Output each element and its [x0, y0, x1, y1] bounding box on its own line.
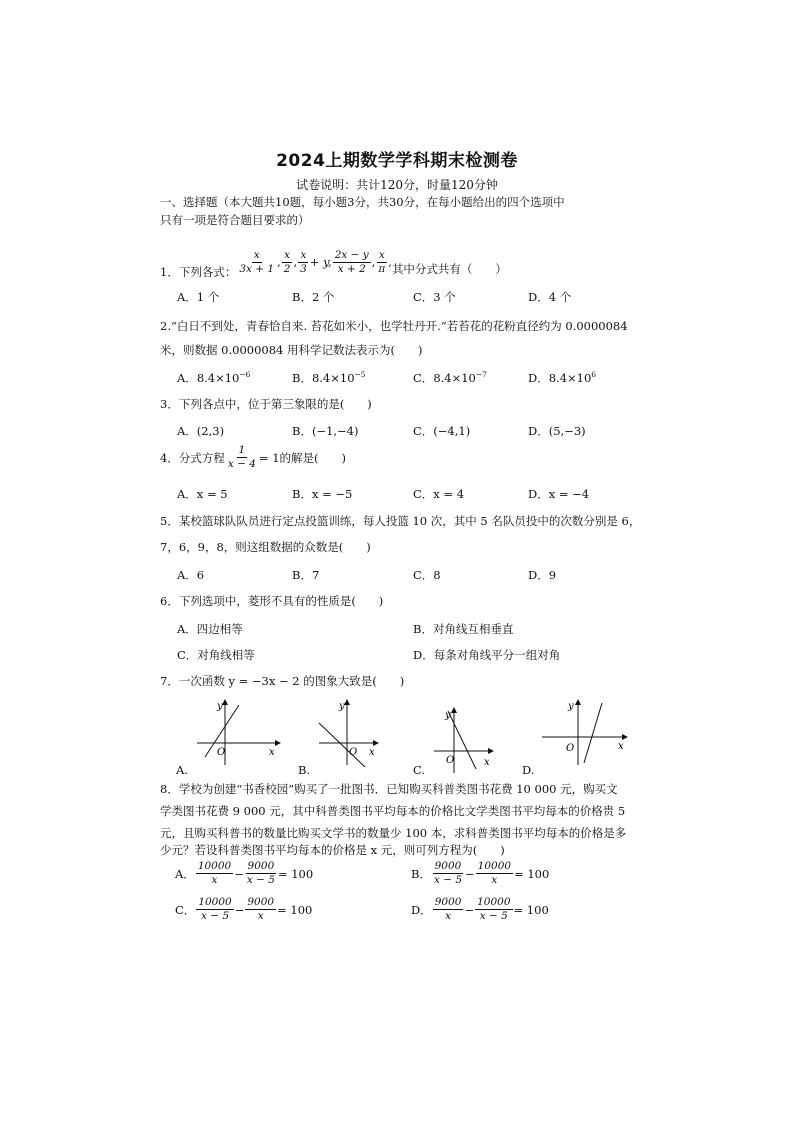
option-d[interactable]: D．每条对角线平分一组对角	[413, 648, 561, 662]
option-b[interactable]: B．7	[292, 568, 320, 582]
page-title: 2024上期数学学科期末检测卷	[276, 151, 518, 171]
option-c[interactable]: C．x = 4	[413, 487, 465, 501]
option-c[interactable]: C．8	[413, 568, 441, 582]
option-d[interactable]: D． $\frac{9000}{x}$ − $\frac{10000}{x - 5}$ = 100	[411, 896, 549, 922]
question-8-line2: 学类图书花费 9 000 元，其中科普类图书平均每本的价格比文学类图书平均每本的价格贵 5	[160, 804, 626, 818]
option-d[interactable]: D．$8.4\times 10^6$	[528, 370, 597, 385]
svg-text:O: O	[446, 755, 455, 766]
option-b[interactable]: B．2 个	[292, 290, 335, 304]
question-8-line3: 元，且购买科普书的数量比购买文学书的数量少 100 本，求科普类图书平均每本的价格是多	[160, 826, 627, 840]
question-4: 4．分式方程 $\frac{1}{x - 4}$ = 1 的解是( )	[160, 444, 346, 470]
fraction: $\frac{x}{2}$	[283, 248, 291, 275]
fraction: $\frac{2x - y}{x + 2}$	[334, 248, 369, 275]
svg-text:x: x	[618, 741, 624, 752]
fraction: $\frac{x}{3x + 1}$	[239, 248, 275, 275]
option-a[interactable]: A．1 个	[177, 290, 220, 304]
graph-option-b[interactable]	[315, 697, 385, 767]
svg-text:x: x	[369, 747, 375, 758]
option-d[interactable]: D．9	[528, 568, 557, 582]
option-d[interactable]: D．x = −4	[528, 487, 590, 501]
question-3: 3．下列各点中，位于第三象限的是( )	[160, 397, 372, 411]
question-1	[160, 244, 507, 280]
fraction: $\frac{9000}{x - 5}$	[246, 860, 275, 886]
graph-option-a[interactable]	[193, 697, 283, 767]
option-d[interactable]: D．(5,−3)	[528, 424, 586, 438]
fraction: $\frac{1}{x - 4}$	[227, 444, 256, 470]
question-5-line1: 5．某校篮球队队员进行定点投篮训练，每人投篮 10 次，其中 5 名队员投中的次数分别是 6，	[160, 514, 641, 528]
question-5-line2: 7，6，9，8，则这组数据的众数是( )	[160, 540, 371, 554]
graph-option-c[interactable]	[430, 705, 500, 775]
section-heading-line1: 一、选择题（本大题共10题，每小题3分，共30分，在每小题给出的四个选项中	[160, 195, 565, 209]
option-b[interactable]: B.	[298, 763, 311, 777]
question-7: 7．一次函数 y = −3x − 2 的图象大致是( )	[160, 674, 405, 688]
option-c[interactable]: C．3 个	[413, 290, 456, 304]
option-b[interactable]: B．对角线互相垂直	[413, 622, 514, 636]
question-1-tail: 其中分式共有（ ）	[391, 262, 507, 276]
option-a[interactable]: A．$8.4\times 10^{-6}$	[177, 370, 251, 385]
fraction: $\frac{9000}{x}$	[247, 896, 275, 922]
option-c[interactable]: C.	[413, 763, 426, 777]
fraction: $\frac{x}{\pi}$	[378, 248, 386, 275]
option-d[interactable]: D.	[522, 763, 535, 777]
option-a[interactable]: A.	[176, 763, 188, 777]
option-a[interactable]: A． $\frac{10000}{x}$ − $\frac{9000}{x - 5}$ = 100	[175, 860, 314, 886]
svg-text:y: y	[339, 701, 345, 712]
option-a[interactable]: A．x = 5	[177, 487, 228, 501]
option-b[interactable]: B．$8.4\times 10^{-5}$	[292, 370, 366, 385]
fraction: $\frac{10000}{x}$	[477, 860, 512, 886]
svg-text:x: x	[484, 757, 490, 768]
svg-text:x: x	[269, 747, 275, 758]
option-a[interactable]: A．6	[177, 568, 205, 582]
option-c[interactable]: C．(−4,1)	[413, 424, 471, 438]
option-b[interactable]: B． $\frac{9000}{x - 5}$ − $\frac{10000}{x}$ = 100	[411, 860, 550, 886]
option-c[interactable]: C．$8.4\times 10^{-7}$	[413, 370, 487, 385]
option-c[interactable]: C．对角线相等	[177, 648, 255, 662]
option-a[interactable]: A．(2,3)	[177, 424, 225, 438]
option-a[interactable]: A．四边相等	[177, 622, 243, 636]
svg-text:O: O	[349, 747, 358, 758]
question-8-line4: 少元？若设科普类图书平均每本的价格是 x 元，则可列方程为( )	[160, 843, 505, 857]
fraction: $\frac{9000}{x - 5}$	[433, 860, 463, 886]
question-1-expression: $\frac{x}{3x + 1}$ , $\frac{x}{2}$ , $\frac{x}{3}$ + y, $\frac{2x - y}{x + 2}$ , $\frac{x}{\pi}$ ,	[239, 248, 392, 275]
fraction: $\frac{x}{3}$	[300, 248, 307, 275]
svg-text:y: y	[568, 701, 574, 712]
option-b[interactable]: B．(−1,−4)	[292, 424, 359, 438]
section-heading-line2: 只有一项是符合题目要求的）	[160, 213, 310, 227]
option-d[interactable]: D．4 个	[528, 290, 572, 304]
question-8-line1: 8．学校为创建“书香校园”购买了一批图书．已知购买科普类图书花费 10 000 元，购买文	[160, 782, 618, 796]
question-1-number: 1．下列各式：	[160, 265, 237, 279]
question-6: 6．下列选项中，菱形不具有的性质是( )	[160, 594, 384, 608]
fraction: $\frac{10000}{x - 5}$	[198, 896, 232, 922]
svg-text:O: O	[566, 743, 575, 754]
question-2-line1: 2.“白日不到处，青春恰自来. 苔花如米小，也学牡丹开.”若苔花的花粉直径约为 0.0000084	[160, 319, 628, 333]
svg-text:y: y	[217, 701, 223, 712]
fraction: $\frac{10000}{x - 5}$	[477, 896, 511, 922]
fraction: $\frac{9000}{x}$	[434, 896, 462, 922]
option-c[interactable]: C． $\frac{10000}{x - 5}$ − $\frac{9000}{x}$ = 100	[175, 896, 313, 922]
fraction: $\frac{10000}{x}$	[197, 860, 232, 886]
option-b[interactable]: B．x = −5	[292, 487, 353, 501]
question-2-line2: 米，则数据 0.0000084 用科学记数法表示为( )	[160, 343, 423, 357]
svg-text:O: O	[217, 747, 226, 758]
svg-text:y: y	[445, 710, 451, 721]
exam-instructions: 试卷说明：共计120分，时量120分钟	[296, 178, 498, 192]
graph-option-d[interactable]	[540, 697, 630, 767]
